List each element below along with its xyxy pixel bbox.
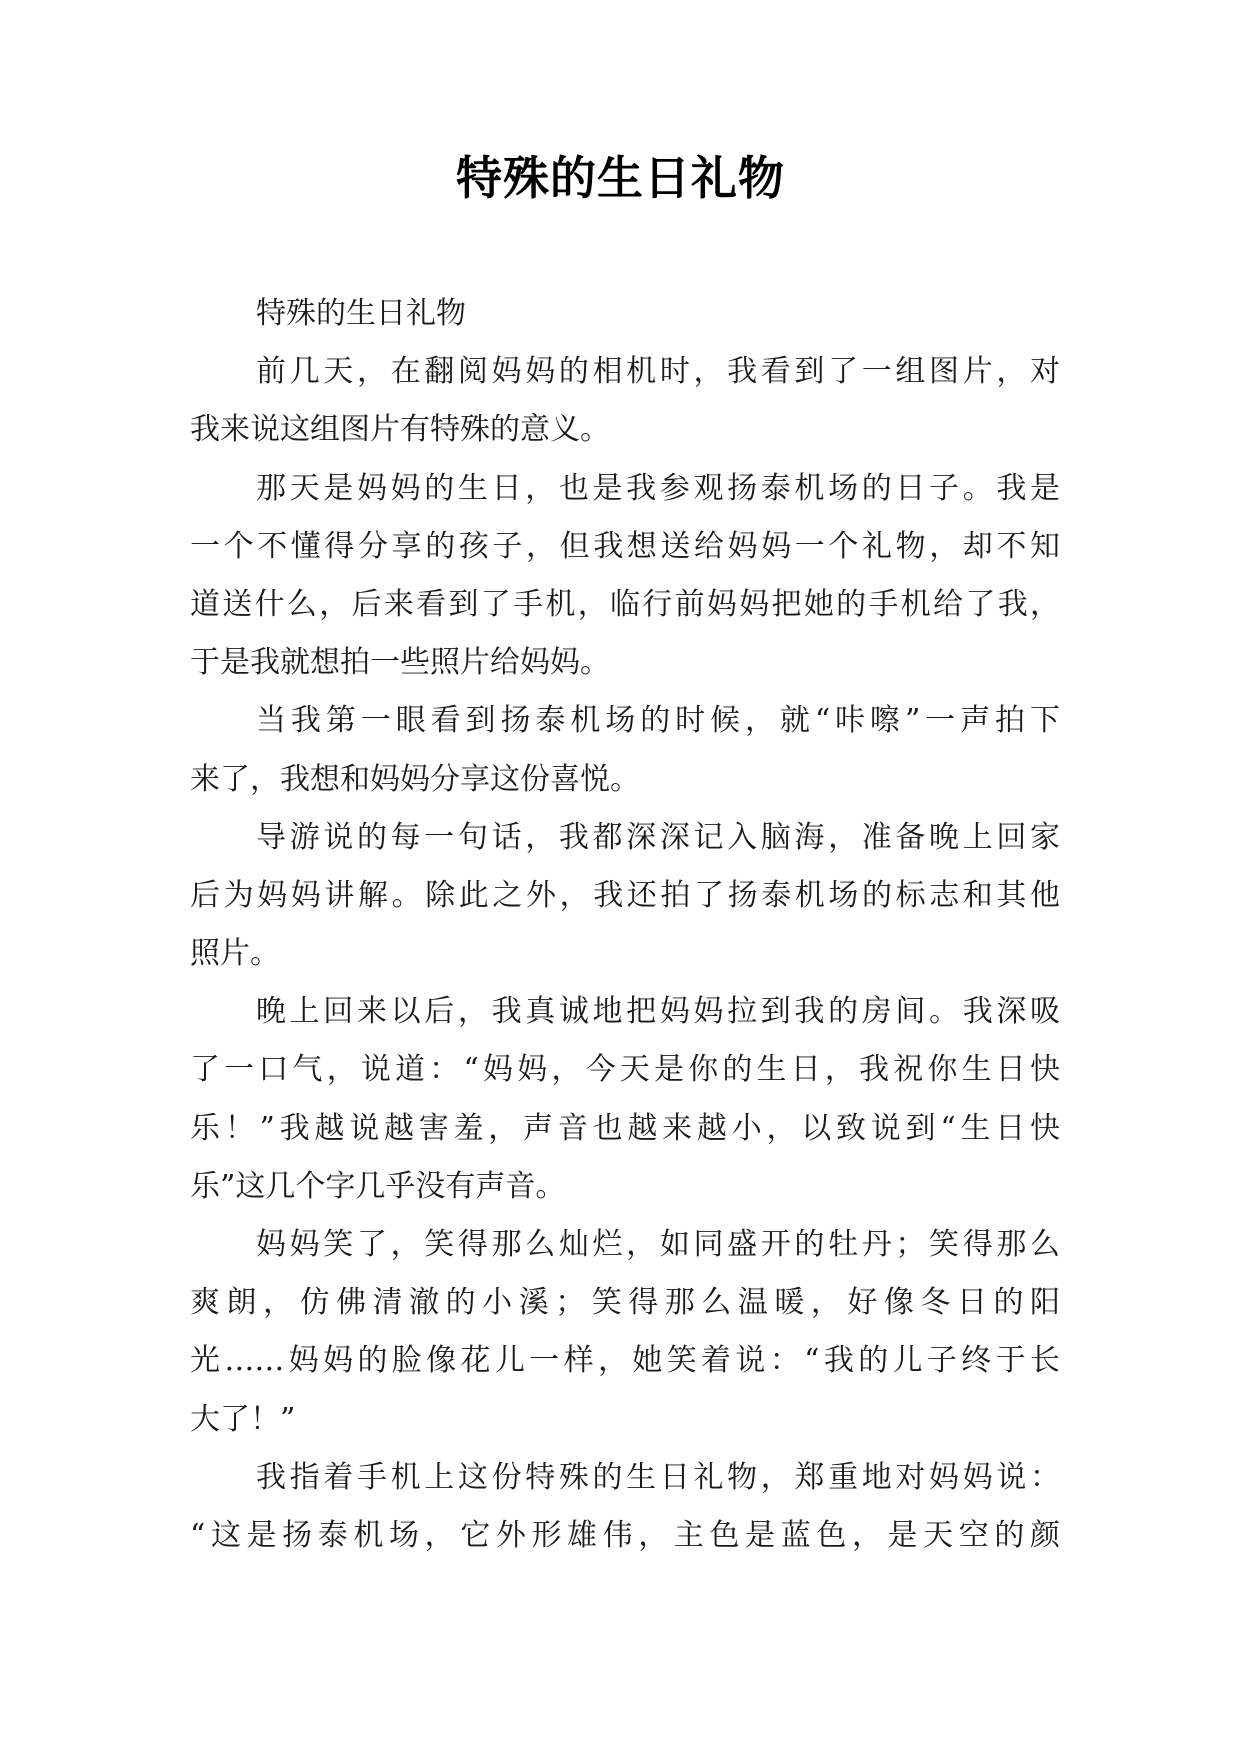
text-line: 爽朗，仿佛清澈的小溪；笑得那么温暖，好像冬日的阳 — [190, 1285, 1060, 1321]
text-line: 我来说这组图片有特殊的意义。 — [190, 412, 610, 448]
text-line: 道送什么，后来看到了手机，临行前妈妈把她的手机给了我， — [190, 586, 1060, 622]
text-line: 我指着手机上这份特殊的生日礼物，郑重地对妈妈说： — [256, 1459, 1060, 1495]
text-line: 晚上回来以后，我真诚地把妈妈拉到我的房间。我深吸 — [256, 994, 1060, 1030]
text-line: 来了，我想和妈妈分享这份喜悦。 — [190, 761, 640, 797]
text-line: 一个不懂得分享的孩子，但我想送给妈妈一个礼物，却不知 — [190, 528, 1060, 564]
text-line: 特殊的生日礼物 — [256, 296, 466, 331]
text-line: 那天是妈妈的生日，也是我参观扬泰机场的日子。我是 — [256, 470, 1060, 506]
text-line: 大了！” — [190, 1401, 296, 1437]
text-line: 后为妈妈讲解。除此之外，我还拍了扬泰机场的标志和其他 — [190, 877, 1060, 913]
document-title: 特殊的生日礼物 — [456, 151, 785, 205]
text-line: 当我第一眼看到扬泰机场的时候，就“咔嚓”一声拍下 — [256, 703, 1060, 739]
text-line: 导游说的每一句话，我都深深记入脑海，准备晚上回家 — [256, 819, 1060, 855]
text-line: 于是我就想拍一些照片给妈妈。 — [190, 645, 610, 681]
text-line: 光……妈妈的脸像花儿一样，她笑着说：“我的儿子终于长 — [190, 1343, 1060, 1379]
text-line: 了一口气，说道：“妈妈，今天是你的生日，我祝你生日快 — [190, 1052, 1060, 1088]
text-line: 前几天，在翻阅妈妈的相机时，我看到了一组图片，对 — [256, 354, 1060, 390]
text-line: 乐！”我越说越害羞，声音也越来越小，以致说到“生日快 — [190, 1110, 1060, 1146]
text-line: “这是扬泰机场，它外形雄伟，主色是蓝色，是天空的颜 — [190, 1517, 1060, 1553]
text-line: 妈妈笑了，笑得那么灿烂，如同盛开的牡丹；笑得那么 — [256, 1227, 1060, 1262]
document-body — [190, 285, 1060, 1565]
text-line: 乐”这几个字几乎没有声音。 — [190, 1168, 566, 1204]
text-line: 照片。 — [190, 936, 280, 972]
